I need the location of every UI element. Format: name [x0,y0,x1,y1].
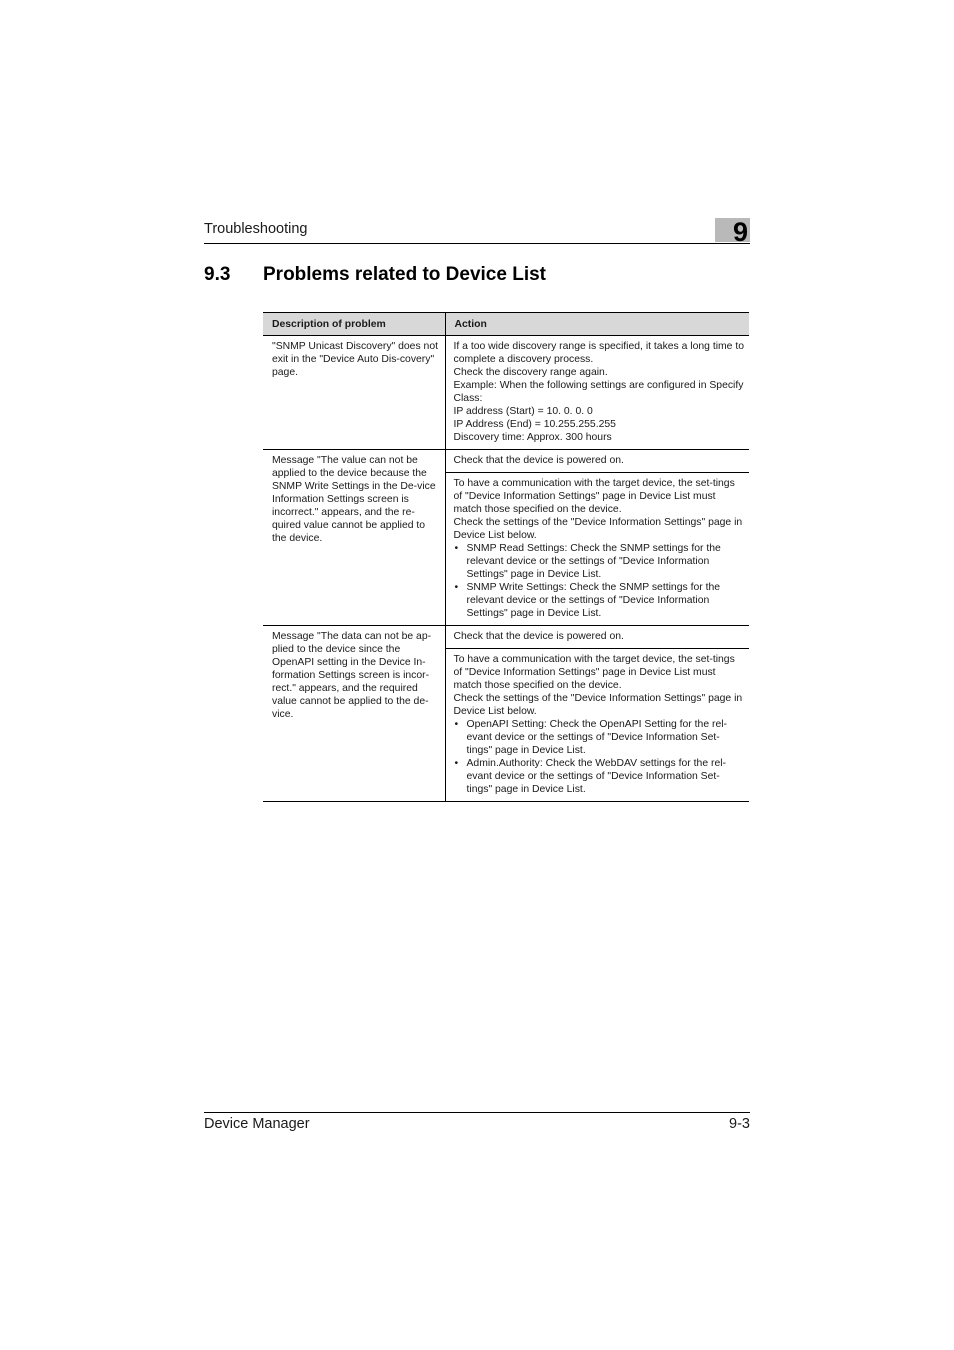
list-item: • Admin.Authority: Check the WebDAV settings for the rel-evant device or the settings of "Device Information Set-tings" page in Device List. [454,757,746,796]
action-line: Check the discovery range again. [453,367,608,378]
footer-page-number: 9-3 [729,1116,750,1132]
action-line: Example: When the following settings are configured in Specify Class: [453,380,744,404]
table-row [263,450,749,473]
problems-table [263,312,749,802]
problem-description: Message "The value can not be applied to the device because the SNMP Write Settings in the De-vice Information Settings screen is incorrect." appears, and the re-quired value cannot be applied to the device. [263,450,445,626]
problem-description: Message "The data can not be ap-plied to the device since the OpenAPI setting in the Device In-formation Settings screen is incor-rect." appears, and the required value cannot be applied to the de-vice. [263,626,445,802]
action-line: If a too wide discovery range is specified, it takes a long time to complete a discovery process. [453,341,745,365]
header-section-name: Troubleshooting [204,221,308,237]
problem-action: Check that the device is powered on. [445,626,749,649]
action-bullet-list [454,542,746,620]
action-line: IP Address (End) = 10.255.255.255 [453,419,616,430]
running-footer [204,1112,750,1137]
action-line: IP address (Start) = 10. 0. 0. 0 [453,406,593,417]
table-row [263,626,749,649]
section-number: 9.3 [204,264,231,285]
problem-action [445,649,749,802]
chapter-number: 9 [732,217,748,247]
action-line: To have a communication with the target device, the set-tings of "Device Information Settings" page in Device List must match those specified on the device. [453,654,735,691]
problem-action: Check that the device is powered on. [445,450,749,473]
action-line: To have a communication with the target device, the set-tings of "Device Information Settings" page in Device List must match those specified on the device. [453,478,735,515]
list-item: • SNMP Read Settings: Check the SNMP settings for the relevant device or the settings of "Device Information Settings" page in Device List. [454,542,746,581]
page-title [204,264,546,286]
column-header-description: Description of problem [263,313,445,336]
action-line: Check the settings of the "Device Information Settings" page in Device List below. [453,517,743,541]
problem-action [445,336,749,450]
footer-product-name: Device Manager [204,1116,310,1132]
action-line: Discovery time: Approx. 300 hours [453,432,612,443]
problem-description: "SNMP Unicast Discovery" does not exit in the "Device Auto Dis-covery" page. [263,336,445,450]
problem-action [445,473,749,626]
list-item: • OpenAPI Setting: Check the OpenAPI Setting for the rel-evant device or the settings of "Device Information Set-tings" page in Device List. [454,718,746,757]
action-bullet-list [454,718,746,796]
running-header [204,217,750,247]
action-line: Check the settings of the "Device Information Settings" page in Device List below. [453,693,743,717]
table-row [263,336,749,450]
chapter-tab [715,217,750,247]
column-header-action: Action [445,313,749,336]
section-title: Problems related to Device List [263,264,546,285]
list-item: • SNMP Write Settings: Check the SNMP settings for the relevant device or the settings of "Device Information Settings" page in Device List. [454,581,746,620]
table-header-row [263,313,749,336]
